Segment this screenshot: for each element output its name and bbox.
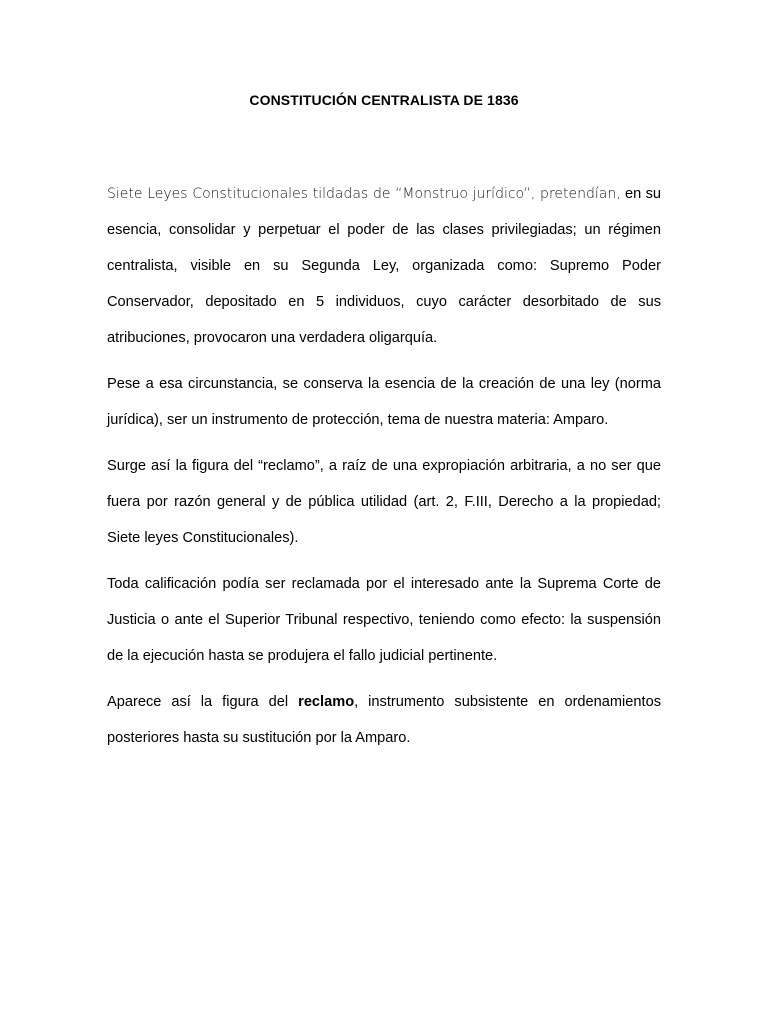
document-title: CONSTITUCIÓN CENTRALISTA DE 1836 xyxy=(249,92,519,108)
paragraph-3: Surge así la figura del “reclamo”, a raíz de una expropiación arbitraria, a no ser que fuera por razón general y de pública utilidad (art. 2, F.III, Derecho a la propiedad; Siete leyes Constitucionales). xyxy=(107,458,661,546)
paragraph-5-after: , instrumento subsistente en ordenamientos posteriores hasta su sustitución por la Amparo. xyxy=(107,694,661,746)
paragraph-1-lead: Siete Leyes Constitucionales tildadas de “Monstruo jurídico”, pretendían, xyxy=(107,186,621,202)
paragraph-4: Toda calificación podía ser reclamada por el interesado ante la Suprema Corte de Justicia o ante el Superior Tribunal respectivo, teniendo como efecto: la suspensión de la ejecución hasta se produjera el fallo judicial pertinente. xyxy=(107,576,661,664)
paragraph-5-before: Aparece así la figura del xyxy=(107,694,299,710)
paragraph-5 xyxy=(107,684,661,756)
paragraph-1-rest: en su esencia, consolidar y perpetuar el poder de las clases privilegiadas; un régimen centralista, visible en su Segunda Ley, organizada como: Supremo Poder Conservador, depositado en 5 individuos, cuyo carácter desorbitado de sus atribuciones, provocaron una verdadera oligarquía. xyxy=(107,186,661,346)
document-body xyxy=(107,176,661,766)
paragraph-5-bold-term: reclamo xyxy=(298,694,355,710)
paragraph-1 xyxy=(107,176,661,356)
paragraph-2: Pese a esa circunstancia, se conserva la esencia de la creación de una ley (norma jurídica), ser un instrumento de protección, tema de nuestra materia: Amparo. xyxy=(107,376,661,428)
